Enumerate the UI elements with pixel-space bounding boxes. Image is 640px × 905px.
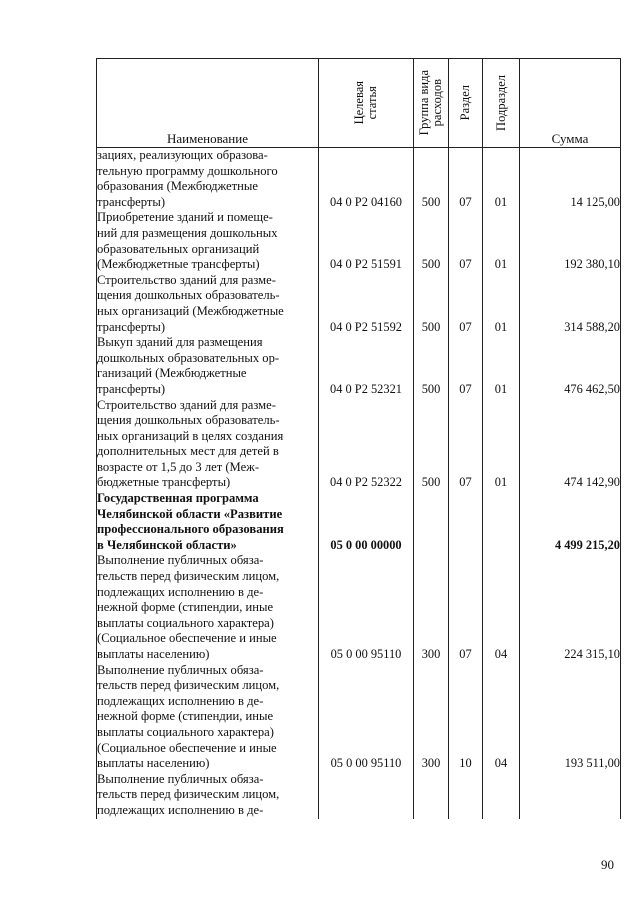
table-row xyxy=(97,663,621,772)
row-sum: 192 380,10 xyxy=(520,210,621,272)
table-row xyxy=(97,273,621,335)
row-name xyxy=(97,335,319,397)
row-expense-group xyxy=(414,772,449,819)
header-subsection: Подраздел xyxy=(483,59,520,148)
row-subsection: 01 xyxy=(483,210,520,272)
row-name-text: Приобретение зданий и помеще- ний для размещения дошкольных образовательных организаций (Межбюджетные трансферты) xyxy=(97,210,278,272)
row-sum xyxy=(520,772,621,819)
row-section: 07 xyxy=(449,210,483,272)
row-name-text: зациях, реализующих образова- тельную программу дошкольного образования (Межбюджетные трансферты) xyxy=(97,148,278,209)
row-expense-group: 300 xyxy=(414,663,449,772)
row-subsection: 01 xyxy=(483,273,520,335)
row-expense-group: 500 xyxy=(414,398,449,492)
row-name xyxy=(97,148,319,211)
row-expense-group: 500 xyxy=(414,273,449,335)
row-section: 10 xyxy=(449,663,483,772)
row-section: 07 xyxy=(449,273,483,335)
row-target-code: 05 0 00 95110 xyxy=(319,663,414,772)
table-row xyxy=(97,398,621,492)
row-subsection: 01 xyxy=(483,335,520,397)
row-target-code: 04 0 Р2 51592 xyxy=(319,273,414,335)
table-header-row xyxy=(97,59,621,148)
row-target-code: 04 0 Р2 51591 xyxy=(319,210,414,272)
row-target-code: 04 0 Р2 52321 xyxy=(319,335,414,397)
row-sum: 474 142,90 xyxy=(520,398,621,492)
table-row xyxy=(97,335,621,397)
row-name-text: Выполнение публичных обяза- тельств перед физическим лицом, подлежащих исполнению в де- нежной форме (стипендии, иные выплаты социального характера) (Социальное обеспечение и иные выплаты населению) xyxy=(97,553,280,661)
row-target-code xyxy=(319,772,414,819)
row-target-code: 05 0 00 00000 xyxy=(319,491,414,553)
row-expense-group: 500 xyxy=(414,148,449,211)
row-subsection xyxy=(483,491,520,553)
table-row xyxy=(97,772,621,819)
row-name xyxy=(97,772,319,819)
row-subsection: 01 xyxy=(483,398,520,492)
table-row xyxy=(97,210,621,272)
header-sum: Сумма xyxy=(520,59,621,148)
row-name-text: Выполнение публичных обяза- тельств перед физическим лицом, подлежащих исполнению в де- xyxy=(97,771,280,817)
row-section: 07 xyxy=(449,398,483,492)
row-target-code: 05 0 00 95110 xyxy=(319,553,414,662)
row-name-text: Строительство зданий для разме- щения дошкольных образователь- ных организаций (Межбюджетные трансферты) xyxy=(97,272,284,334)
row-name-text: Выполнение публичных обяза- тельств перед физическим лицом, подлежащих исполнению в де- нежной форме (стипендии, иные выплаты социального характера) (Социальное обеспечение и иные выплаты населению) xyxy=(97,662,280,771)
budget-table xyxy=(96,58,621,819)
row-target-code: 04 0 Р2 52322 xyxy=(319,398,414,492)
row-expense-group: 300 xyxy=(414,553,449,662)
row-name-text: Выкуп зданий для размещения дошкольных образовательных ор- ганизаций (Межбюджетные трансферты) xyxy=(97,335,280,396)
table-row xyxy=(97,148,621,211)
row-section: 07 xyxy=(449,335,483,397)
row-expense-group xyxy=(414,491,449,553)
row-sum: 14 125,00 xyxy=(520,148,621,211)
row-sum: 224 315,10 xyxy=(520,553,621,662)
row-name xyxy=(97,398,319,492)
table-row xyxy=(97,491,621,553)
row-name xyxy=(97,553,319,662)
table-row xyxy=(97,553,621,662)
row-sum: 476 462,50 xyxy=(520,335,621,397)
row-section xyxy=(449,491,483,553)
row-subsection xyxy=(483,772,520,819)
row-sum: 4 499 215,20 xyxy=(520,491,621,553)
row-expense-group: 500 xyxy=(414,335,449,397)
header-group: Группа вида расходов xyxy=(414,59,449,148)
row-section: 07 xyxy=(449,148,483,211)
row-subsection: 01 xyxy=(483,148,520,211)
header-target: Целевая статья xyxy=(319,59,414,148)
row-subsection: 04 xyxy=(483,553,520,662)
row-name-text: Строительство зданий для разме- щения дошкольных образователь- ных организаций в целях создания дополнительных мест для детей в возрасте от 1,5 до 3 лет (Меж- бюджетные трансферты) xyxy=(97,397,284,490)
row-name xyxy=(97,210,319,272)
row-expense-group: 500 xyxy=(414,210,449,272)
header-section: Раздел xyxy=(449,59,483,148)
row-name xyxy=(97,663,319,772)
row-name-text: Государственная программа Челябинской области «Развитие профессионального образования в Челябинской области» xyxy=(97,491,284,552)
row-name xyxy=(97,273,319,335)
header-name: Наименование xyxy=(97,59,319,148)
row-sum: 314 588,20 xyxy=(520,273,621,335)
row-section: 07 xyxy=(449,553,483,662)
row-subsection: 04 xyxy=(483,663,520,772)
row-target-code: 04 0 Р2 04160 xyxy=(319,148,414,211)
page-number: 90 xyxy=(601,857,614,872)
row-sum: 193 511,00 xyxy=(520,663,621,772)
row-section xyxy=(449,772,483,819)
row-name xyxy=(97,491,319,553)
